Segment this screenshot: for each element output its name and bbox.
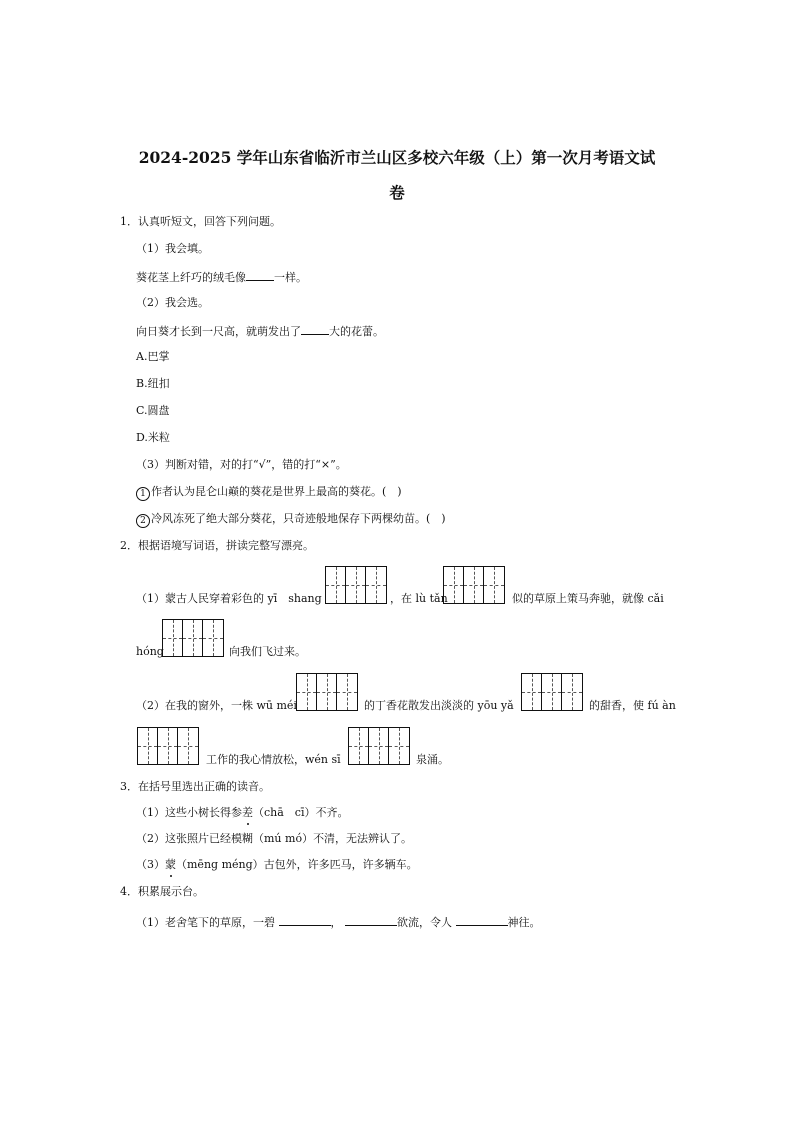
q2-s2-text-e: 泉涌。 — [416, 753, 449, 766]
q2-s1-text-b: ，在 lù tǎn — [390, 592, 448, 605]
q1-option-d[interactable]: D.米粒 — [136, 431, 170, 444]
writing-grid-fuan[interactable] — [137, 727, 199, 765]
grid-cell[interactable] — [138, 728, 158, 764]
q3-line-3-b: （mēng méng）古包外，许多匹马，许多辆车。 — [176, 858, 418, 871]
grid-cell[interactable] — [297, 674, 317, 710]
q3-stem: 3．在括号里选出正确的读音。 — [120, 780, 270, 793]
q4-line-1-c: 欲流，令人 — [397, 916, 452, 929]
grid-cell[interactable] — [542, 674, 562, 710]
q1-part1-text-b: 一样。 — [274, 271, 307, 284]
q4-blank-1[interactable] — [279, 913, 331, 926]
grid-cell[interactable] — [349, 728, 369, 764]
q1-option-a[interactable]: A.巴掌 — [136, 350, 170, 363]
q2-s1-text-d: hóng — [136, 645, 164, 658]
writing-grid-yishang[interactable] — [325, 566, 387, 604]
q1-part3-heading: （3）判断对错，对的打“√”，错的打“×”。 — [136, 458, 347, 471]
q1-part2-heading: （2）我会选。 — [136, 296, 209, 309]
q4-line-1 — [136, 913, 541, 931]
q1-part2-blank[interactable] — [301, 322, 329, 335]
q1-judge-1-text: 作者认为昆仑山巅的葵花是世界上最高的葵花。( ) — [151, 485, 402, 498]
emphasis-char-cha: 差 — [242, 806, 253, 819]
q1-judge-2-text: 冷风冻死了绝大部分葵花，只奇迹般地保存下两棵幼苗。( ) — [151, 512, 446, 525]
writing-grid-lutan[interactable] — [443, 566, 505, 604]
writing-grid-wensi[interactable] — [348, 727, 410, 765]
q3-line-1 — [136, 805, 348, 821]
q1-part1-text — [136, 268, 307, 286]
grid-cell[interactable] — [484, 567, 504, 603]
q2-s2-text-d: 工作的我心情放松，wén sī — [206, 753, 341, 766]
q4-stem: 4．积累展示台。 — [120, 885, 204, 898]
q3-line-3 — [136, 857, 418, 873]
q2-s2-text-b: 的丁香花散发出淡淡的 yōu yǎ — [364, 699, 514, 712]
grid-cell[interactable] — [203, 620, 223, 656]
q1-part1-text-a: 葵花茎上纤巧的绒毛像 — [136, 271, 246, 284]
q1-part1-heading: （1）我会填。 — [136, 242, 209, 255]
q2-s1-text-e: 向我们飞过来。 — [229, 645, 306, 658]
q2-s1-text-a: （1）蒙古人民穿着彩色的 yī shang — [136, 592, 322, 605]
grid-cell[interactable] — [317, 674, 337, 710]
grid-cell[interactable] — [369, 728, 389, 764]
q2-s2-text-a: （2）在我的窗外，一株 wū méi — [136, 699, 297, 712]
grid-cell[interactable] — [389, 728, 409, 764]
q3-line-1-a: （1）这些小树长得参 — [136, 806, 242, 819]
q4-line-1-a: （1）老舍笔下的草原，一碧 — [136, 916, 275, 929]
grid-cell[interactable] — [444, 567, 464, 603]
emphasis-char-meng: 蒙 — [165, 858, 176, 871]
grid-cell[interactable] — [366, 567, 386, 603]
writing-grid-youya[interactable] — [521, 673, 583, 711]
circled-number-1: 1 — [136, 487, 150, 501]
q1-stem: 1．认真听短文，回答下列问题。 — [120, 215, 281, 228]
q1-part2-text — [136, 322, 384, 340]
grid-cell[interactable] — [178, 728, 198, 764]
writing-grid-wumei[interactable] — [296, 673, 358, 711]
q2-s2-text-c: 的甜香，使 fú àn — [589, 699, 676, 712]
grid-cell[interactable] — [163, 620, 183, 656]
q3-line-3-a: （3） — [136, 858, 165, 871]
grid-cell[interactable] — [326, 567, 346, 603]
q1-option-c[interactable]: C.圆盘 — [136, 404, 170, 417]
q1-part2-text-b: 大的花蕾。 — [329, 325, 384, 338]
writing-grid-caihong[interactable] — [162, 619, 224, 657]
page-title-line1: 2024-2025 学年山东省临沂市兰山区多校六年级（上）第一次月考语文试 — [138, 148, 656, 167]
q1-judge-2 — [136, 511, 446, 528]
circled-number-2: 2 — [136, 514, 150, 528]
q1-part2-text-a: 向日葵才长到一尺高，就萌发出了 — [136, 325, 301, 338]
grid-cell[interactable] — [522, 674, 542, 710]
page-title-line2: 卷 — [389, 183, 405, 202]
q1-part1-blank[interactable] — [246, 268, 274, 281]
grid-cell[interactable] — [337, 674, 357, 710]
q1-judge-1 — [136, 484, 402, 501]
q3-line-1-b: （chā cī）不齐。 — [253, 806, 349, 819]
q4-blank-2[interactable] — [345, 913, 397, 926]
grid-cell[interactable] — [346, 567, 366, 603]
grid-cell[interactable] — [183, 620, 203, 656]
q2-s1-text-c: 似的草原上策马奔驰，就像 cǎi — [512, 592, 664, 605]
q1-option-b[interactable]: B.纽扣 — [136, 377, 170, 390]
grid-cell[interactable] — [562, 674, 582, 710]
q4-line-1-b: ， — [330, 916, 342, 929]
q3-line-2: （2）这张照片已经模糊（mú mó）不清，无法辨认了。 — [136, 832, 413, 845]
grid-cell[interactable] — [464, 567, 484, 603]
q4-line-1-d: 神往。 — [507, 916, 541, 929]
q4-blank-3[interactable] — [456, 913, 508, 926]
q2-stem: 2．根据语境写词语，拼读完整写漂亮。 — [120, 539, 314, 552]
grid-cell[interactable] — [158, 728, 178, 764]
